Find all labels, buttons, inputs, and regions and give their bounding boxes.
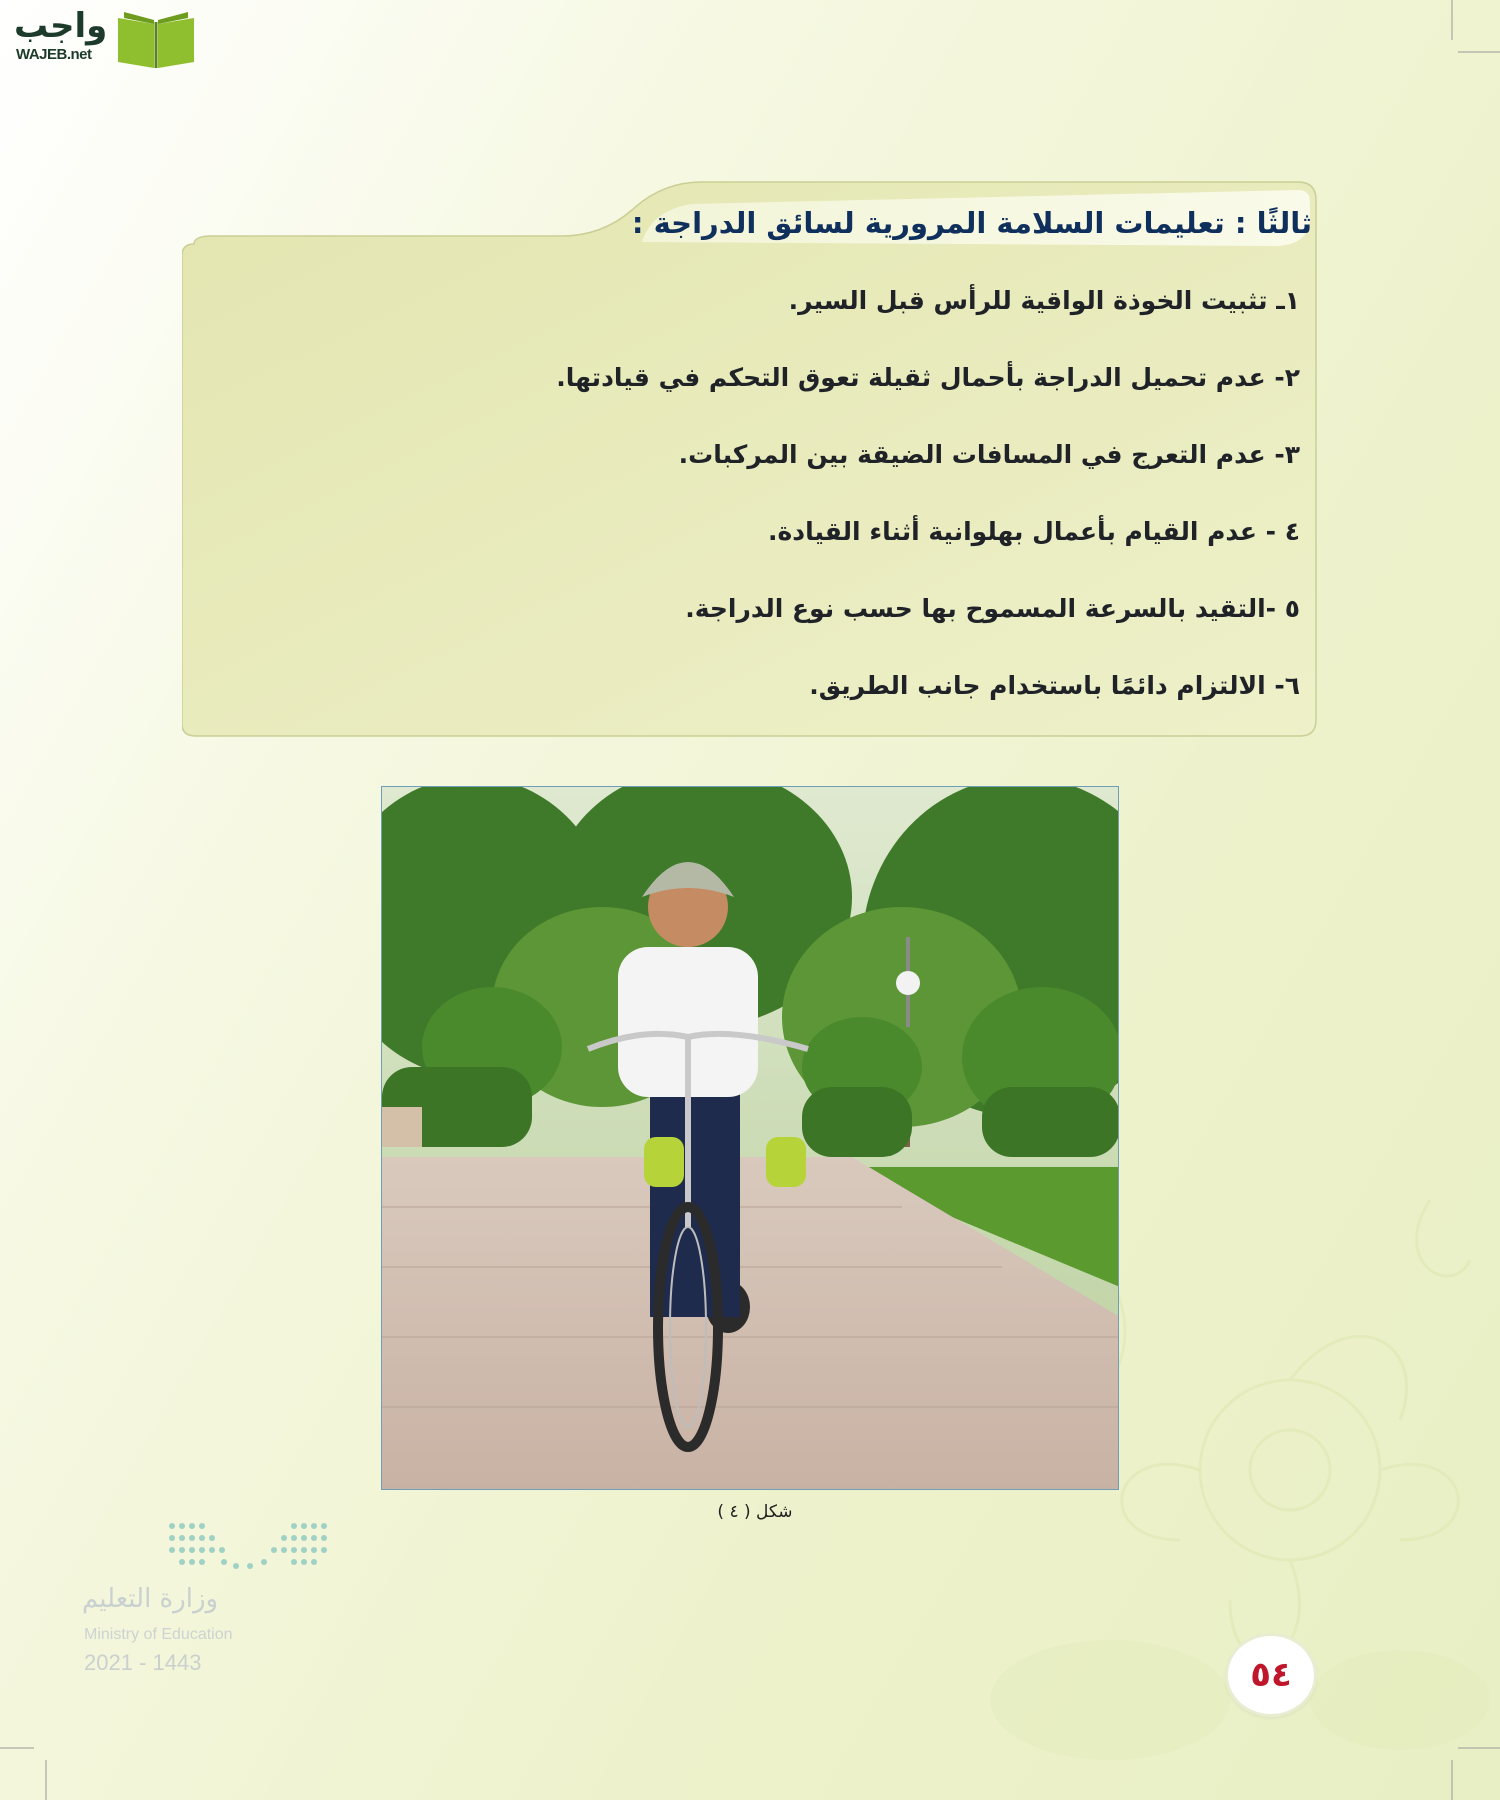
ministry-arabic-name: وزارة التعليم (82, 1584, 219, 1614)
ministry-english-name: Ministry of Education (84, 1626, 233, 1643)
list-item: ٤ - عدم القيام بأعمال بهلوانية أثناء القيادة. (767, 517, 1300, 546)
list-item: ٦- الالتزام دائمًا باستخدام جانب الطريق. (809, 671, 1300, 700)
section-title: ثالثًا : تعليمات السلامة المرورية لسائق الدراجة : (631, 206, 1312, 240)
list-item: ١ـ تثبيت الخوذة الواقية للرأس قبل السير. (788, 286, 1300, 315)
child-on-bicycle-photo (381, 786, 1119, 1490)
logo-arabic-text: واجب (14, 6, 108, 46)
safety-instructions-list (540, 286, 1300, 748)
ministry-logo-icon (164, 1518, 334, 1574)
logo-latin-text: WAJEB.net (16, 46, 92, 63)
figure-caption: شكل ( ٤ ) (717, 1502, 793, 1522)
book-icon (114, 8, 198, 70)
photo-illustration (382, 787, 1119, 1490)
list-item: ٥ -التقيد بالسرعة المسموح بها حسب نوع الدراجة. (685, 594, 1300, 623)
page-number: ٥٤ (1228, 1636, 1314, 1714)
ministry-year: 2021 - 1443 (84, 1650, 202, 1675)
wajeb-logo[interactable] (10, 6, 190, 70)
list-item: ٢- عدم تحميل الدراجة بأحمال ثقيلة تعوق التحكم في قيادتها. (556, 363, 1300, 392)
list-item: ٣- عدم التعرج في المسافات الضيقة بين المركبات. (678, 440, 1300, 469)
